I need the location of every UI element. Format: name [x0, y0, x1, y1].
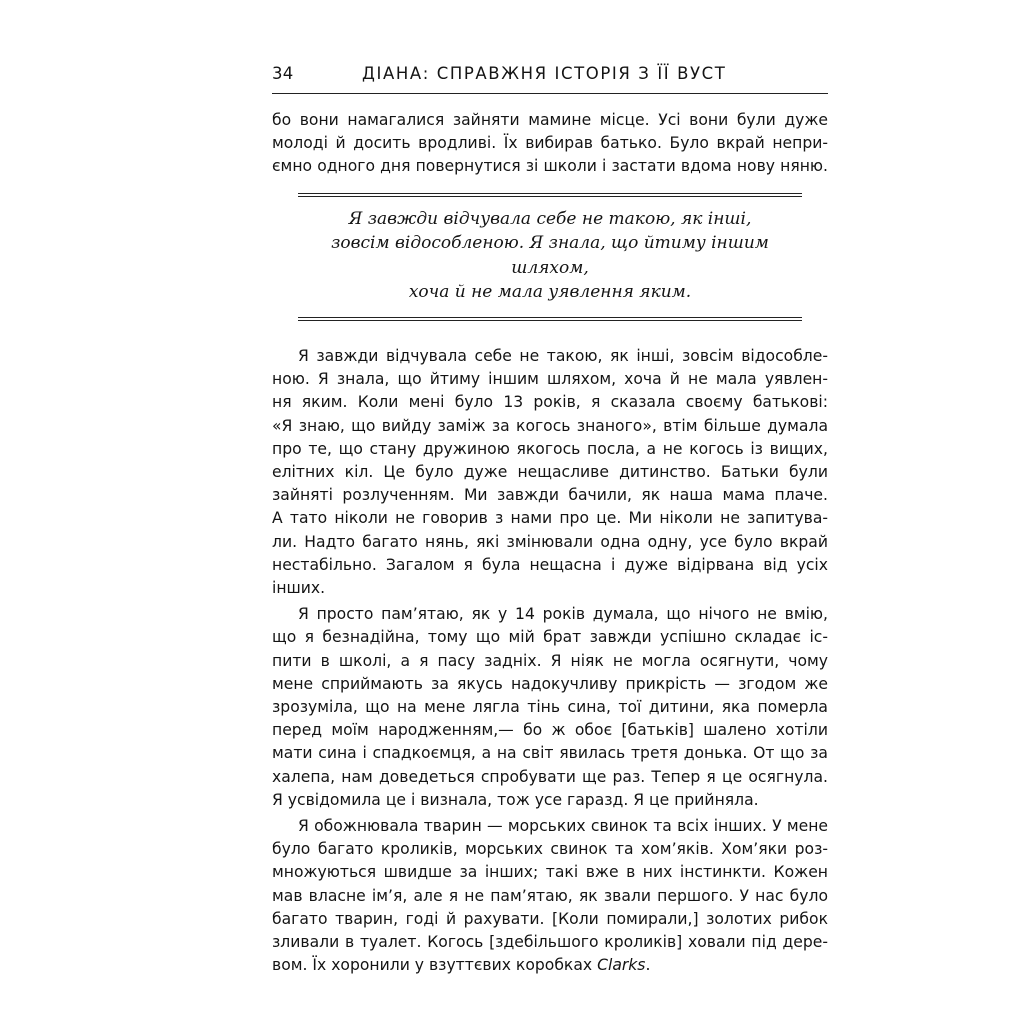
final-line-period: . [645, 956, 651, 975]
text-line: Я завжди відчувала себе не такою, як інші, зовсім відособле- [298, 346, 828, 365]
text-line: А тато ніколи не говорив з нами про це. Ми ніколи не запитува- [272, 509, 828, 528]
pull-quote-line: зовсім відособленою. Я знала, що йтиму іншим шляхом, [331, 233, 769, 278]
text-line-final [272, 954, 828, 977]
text-line: нестабільно. Загалом я була нещасна і дуже відірвана від усіх [272, 555, 828, 574]
text-line: «Я знаю, що вийду заміж за когось знаного», втім більше думала [272, 416, 828, 435]
text-line: пити в школі, а я пасу задніх. Я ніяк не могла осягнути, чому [272, 651, 828, 670]
pull-quote-line: хоча й не мала уявлення яким. [408, 282, 692, 303]
text-line: ною. Я знала, що йтиму іншим шляхом, хоча й не мала уявлен- [272, 370, 828, 389]
text-line: халепа, нам доведеться спробувати ще раз. Тепер я це осягнула. [272, 767, 828, 786]
text-line: перед моїм народженням,— бо ж обоє [батьків] шалено хотіли [272, 721, 828, 740]
running-title: ДІАНА: СПРАВЖНЯ ІСТОРІЯ З ЇЇ ВУСТ [362, 64, 727, 83]
book-page [272, 60, 828, 975]
header-rule [272, 93, 828, 94]
body-paragraph-2 [272, 603, 828, 812]
intro-paragraph [272, 109, 828, 179]
text-line: було багато кроликів, морських свинок та хом’яків. Хом’яки роз- [272, 840, 828, 859]
running-header [272, 60, 828, 92]
pull-quote-line: Я завжди відчувала себе не такою, як інші, [348, 208, 752, 229]
text-line: інших. [272, 579, 326, 598]
text-line: Я усвідомила це і визнала, тож усе гаразд. Я це прийняла. [272, 790, 759, 809]
text-line: ємно одного дня повернутися зі школи і застати вдома нову няню. [272, 157, 828, 176]
brand-name: Clarks [597, 956, 646, 975]
text-line: про те, що стану дружиною якогось посла, а не когось із вищих, [272, 439, 828, 458]
text-line: елітних кіл. Це було дуже нещасливе дитинство. Батьки були [272, 463, 828, 481]
text-line: Я просто пам’ятаю, як у 14 років думала, що нічого не вмію, [298, 605, 828, 624]
text-line: бо вони намагалися зайняти мамине місце. Усі вони були дуже [272, 111, 828, 129]
body-paragraph-3 [272, 815, 828, 977]
text-line: зайняті розлученням. Ми завжди бачили, як наша мама плаче. [272, 486, 828, 505]
page-number: 34 [272, 64, 294, 83]
text-line: багато тварин, годі й рахувати. [Коли помирали,] золотих рибок [272, 909, 828, 928]
text-line: ня яким. Коли мені було 13 років, я сказала своєму батькові: [272, 393, 828, 412]
text-line: мене сприймають за якусь надокучливу прикрість — згодом же [272, 674, 828, 693]
text-line: мав власне ім’я, але я не пам’ятаю, як звали першого. У нас було [272, 886, 828, 905]
text-line: зрозуміла, що на мене лягла тінь сина, тої дитини, яка померла [272, 698, 828, 717]
text-line: Я обожнювала тварин — морських свинок та всіх інших. У мене [298, 817, 828, 836]
pull-quote [298, 193, 802, 321]
text-line: множуються швидше за інших; такі вже в них інстинкти. Кожен [272, 863, 828, 882]
text-line: ли. Надто багато нянь, які змінювали одна одну, усе було вкрай [272, 532, 828, 551]
text-line: мати сина і спадкоємця, а на світ явилась третя донька. От що за [272, 744, 828, 763]
text-line: зливали в туалет. Когось [здебільшого кроликів] ховали під дере- [272, 933, 828, 952]
final-line-text: вом. Їх хоронили у взуттєвих коробках [272, 956, 598, 975]
text-line: молоді й досить вродливі. Їх вибирав батько. Було вкрай непри- [272, 134, 828, 153]
text-line: що я безнадійна, тому що мій брат завжди успішно складає іс- [272, 628, 828, 647]
body-paragraph-1 [272, 345, 828, 600]
